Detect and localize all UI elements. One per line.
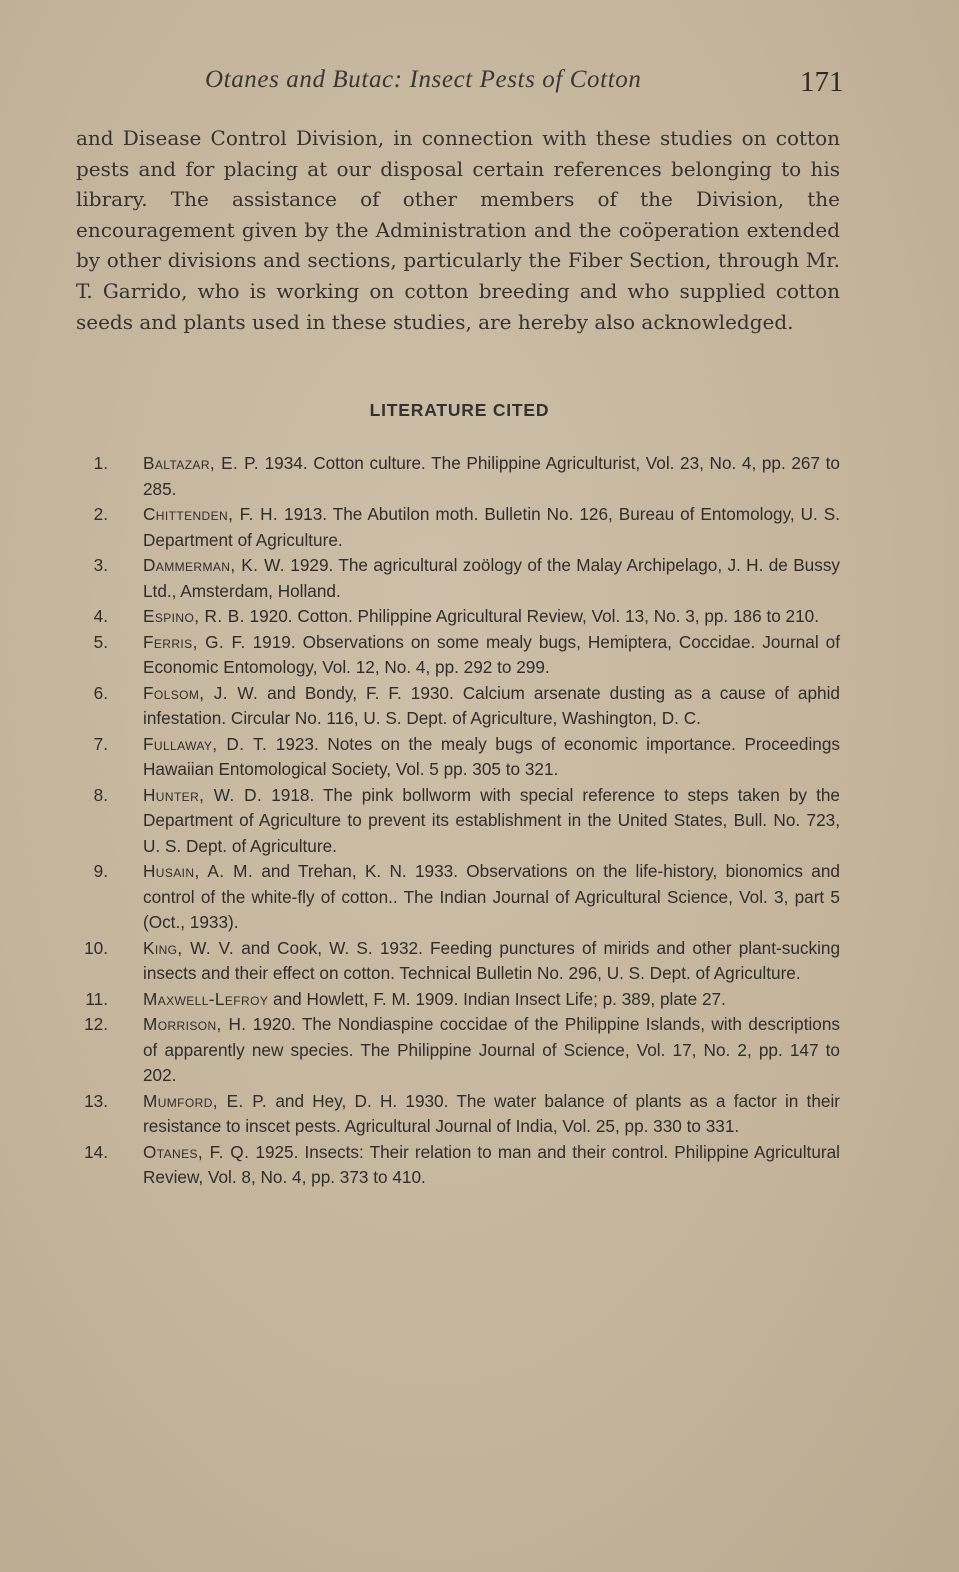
reference-author: Otanes, F. Q. (143, 1141, 250, 1162)
reference-author: Chittenden, F. H. (143, 504, 279, 524)
reference-text: and Hey, D. H. 1930. The water balance of plants as a factor in their resistance to inscet pests. Agricultural Journal of India, Vol. 25, pp. 330 to 331. (143, 1090, 840, 1136)
reference-text: and Trehan, K. N. 1933. Observations on the life-history, bionomics and control of the white-fly of cotton.. The Indian Journal of Agricultural Science, Vol. 3, part 5 (Oct., 1933). (143, 861, 840, 932)
reference-item (74, 859, 840, 936)
reference-text: 1925. Insects: Their relation to man and their control. Philippine Agricultural Review, Vol. 8, No. 4, pp. 373 to 410. (143, 1141, 840, 1187)
reference-author: Morrison, H. (143, 1014, 247, 1034)
page-number: 171 (800, 66, 844, 98)
reference-item (74, 604, 840, 630)
reference-item (74, 502, 840, 553)
reference-number: 3. (93, 555, 108, 575)
reference-number: 14. (84, 1141, 108, 1162)
reference-text: and Bondy, F. F. 1930. Calcium arsenate dusting as a cause of aphid infestation. Circular No. 116, U. S. Dept. of Agriculture, Washington, D. C. (143, 682, 840, 728)
running-head (0, 62, 959, 106)
reference-author: Mumford, E. P. (143, 1090, 268, 1111)
reference-number: 9. (93, 861, 108, 881)
reference-number: 11. (85, 988, 108, 1009)
literature-cited-heading: LITERATURE CITED (369, 400, 550, 420)
reference-item (74, 1089, 840, 1140)
reference-item (74, 630, 840, 681)
acknowledgment-paragraph: and Disease Control Division, in connection with these studies on cotton pests and for placing at our disposal certain references belonging to his library. The assistance of other members of the Division, the encouragement given by the Administration and the coöperation extended by other divisions and sections, particularly the Fiber Section, through Mr. T. Garrido, who is working on cotton breeding and who supplied cotton seeds and plants used in these studies, are hereby also acknowledged. (76, 126, 840, 334)
reference-number: 2. (93, 504, 108, 524)
running-title: Otanes and Butac: Insect Pests of Cotton (205, 66, 642, 93)
reference-item (74, 732, 840, 783)
reference-text: 1929. The agricultural zoölogy of the Malay Archipelago, J. H. de Bussy Ltd., Amsterdam, Holland. (143, 555, 841, 601)
reference-list (74, 451, 840, 1191)
reference-number: 10. (84, 937, 108, 958)
reference-item (74, 783, 840, 860)
reference-author: Espino, R. B. (143, 606, 245, 626)
reference-author: Dammerman, K. W. (143, 555, 285, 575)
reference-number: 7. (93, 733, 108, 754)
reference-text: 1913. The Abutilon moth. Bulletin No. 126, Bureau of Entomology, U. S. Department of Agriculture. (143, 504, 840, 550)
reference-author: Ferris, G. F. (143, 631, 246, 652)
reference-author: Hunter, W. D. (143, 784, 263, 805)
reference-text: 1920. Cotton. Philippine Agricultural Review, Vol. 13, No. 3, pp. 186 to 210. (244, 606, 820, 626)
reference-text: 1918. The pink bollworm with special reference to steps taken by the Department of Agriculture to prevent its establishment in the United States, Bull. No. 723, U. S. Dept. of Agriculture. (143, 784, 840, 856)
reference-text: 1920. The Nondiaspine coccidae of the Philippine Islands, with descriptions of apparently new species. The Philippine Journal of Science, Vol. 17, No. 2, pp. 147 to 202. (143, 1014, 841, 1085)
reference-author: Husain, A. M. (143, 861, 254, 881)
reference-author: Baltazar, E. P. (143, 453, 259, 473)
reference-number: 8. (93, 784, 108, 805)
reference-item (74, 451, 840, 502)
reference-text: 1923. Notes on the mealy bugs of economic importance. Proceedings Hawaiian Entomological Society, Vol. 5 pp. 305 to 321. (143, 733, 841, 779)
reference-author: Fullaway, D. T. (143, 733, 268, 754)
reference-item (74, 936, 840, 987)
reference-item (74, 681, 840, 732)
reference-item (74, 1140, 840, 1191)
reference-text: and Cook, W. S. 1932. Feeding punctures of mirids and other plant-sucking insects and their effect on cotton. Technical Bulletin No. 296, U. S. Dept. of Agriculture. (143, 937, 841, 983)
reference-number: 5. (93, 631, 108, 652)
reference-number: 13. (84, 1090, 108, 1111)
reference-text: and Howlett, F. M. 1909. Indian Insect Life; p. 389, plate 27. (268, 988, 726, 1009)
reference-author: King, W. V. (143, 937, 235, 958)
reference-item (74, 553, 840, 604)
reference-number: 4. (93, 606, 108, 626)
reference-number: 6. (93, 682, 108, 703)
reference-number: 1. (93, 453, 108, 473)
reference-author: Maxwell-Lefroy (143, 988, 269, 1009)
reference-author: Folsom, J. W. (143, 682, 259, 703)
reference-text: 1934. Cotton culture. The Philippine Agriculturist, Vol. 23, No. 4, pp. 267 to 285. (143, 453, 840, 499)
reference-item (74, 1012, 840, 1089)
reference-text: 1919. Observations on some mealy bugs, Hemiptera, Coccidae. Journal of Economic Entomology, Vol. 12, No. 4, pp. 292 to 299. (143, 631, 840, 677)
reference-number: 12. (84, 1014, 108, 1034)
reference-item (74, 987, 840, 1013)
